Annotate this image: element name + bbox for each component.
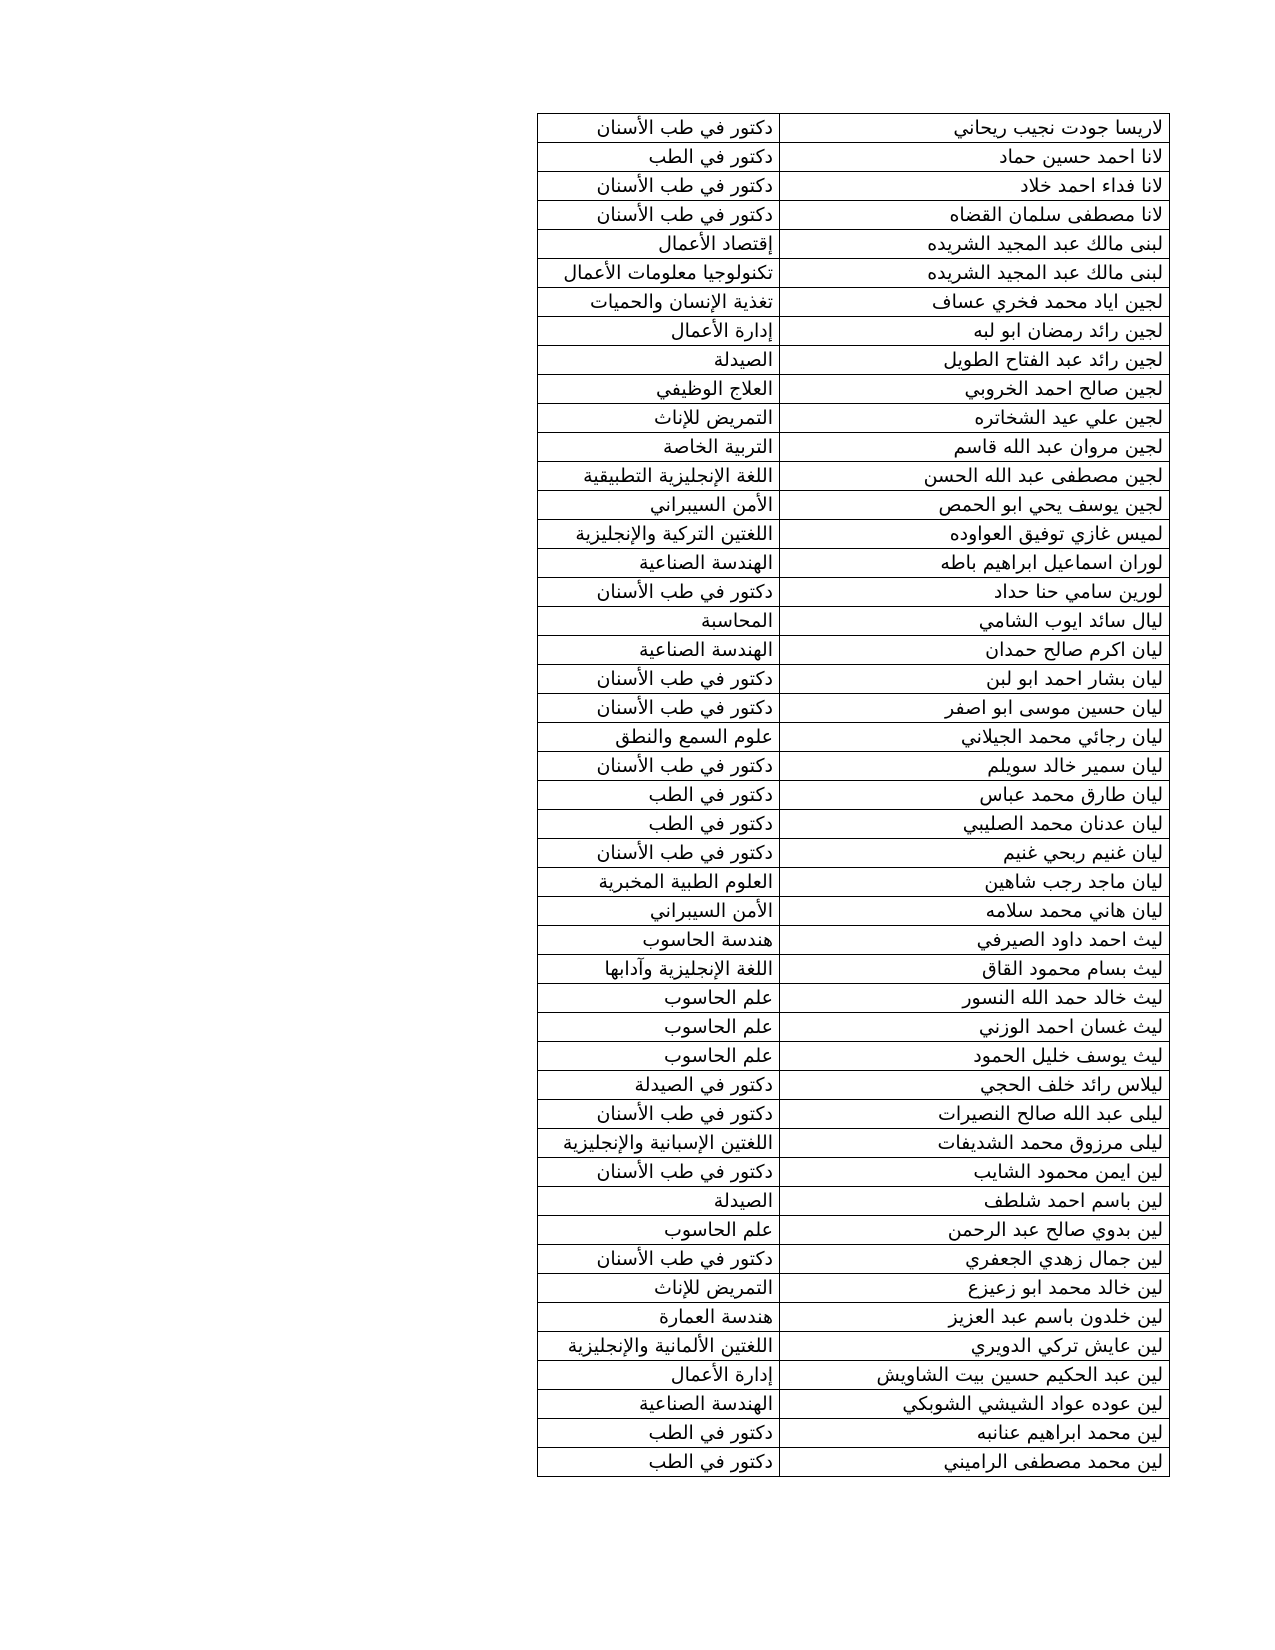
student-name-cell: لورين سامي حنا حداد: [780, 578, 1170, 607]
table-row: [538, 288, 1170, 317]
major-cell: اللغتين التركية والإنجليزية: [538, 520, 780, 549]
major-cell: علم الحاسوب: [538, 1042, 780, 1071]
major-cell: هندسة العمارة: [538, 1303, 780, 1332]
table-row: [538, 1390, 1170, 1419]
table-body: [538, 114, 1170, 1477]
table-row: [538, 1158, 1170, 1187]
major-cell: اللغتين الإسبانية والإنجليزية: [538, 1129, 780, 1158]
major-cell: دكتور في الطب: [538, 1419, 780, 1448]
table-row: [538, 1100, 1170, 1129]
table-row: [538, 955, 1170, 984]
major-cell: دكتور في طب الأسنان: [538, 578, 780, 607]
student-name-cell: ليان رجائي محمد الجيلاني: [780, 723, 1170, 752]
major-cell: إدارة الأعمال: [538, 1361, 780, 1390]
table-row: [538, 520, 1170, 549]
student-name-cell: لين باسم احمد شلطف: [780, 1187, 1170, 1216]
major-cell: الهندسة الصناعية: [538, 1390, 780, 1419]
table-row: [538, 259, 1170, 288]
student-name-cell: لجين صالح احمد الخروبي: [780, 375, 1170, 404]
major-cell: دكتور في طب الأسنان: [538, 1158, 780, 1187]
major-cell: دكتور في الطب: [538, 1448, 780, 1477]
student-name-cell: لجين رائد عبد الفتاح الطويل: [780, 346, 1170, 375]
major-cell: الهندسة الصناعية: [538, 636, 780, 665]
student-name-cell: لين محمد ابراهيم عنانبه: [780, 1419, 1170, 1448]
student-name-cell: ليلى مرزوق محمد الشديفات: [780, 1129, 1170, 1158]
major-cell: دكتور في طب الأسنان: [538, 1245, 780, 1274]
table-row: [538, 1129, 1170, 1158]
major-cell: المحاسبة: [538, 607, 780, 636]
major-cell: التمريض للإناث: [538, 1274, 780, 1303]
student-name-cell: لجين علي عيد الشخاتره: [780, 404, 1170, 433]
table-row: [538, 172, 1170, 201]
student-name-cell: ليث غسان احمد الوزني: [780, 1013, 1170, 1042]
student-name-cell: لين خلدون باسم عبد العزيز: [780, 1303, 1170, 1332]
student-name-cell: لجين رائد رمضان ابو لبه: [780, 317, 1170, 346]
major-cell: دكتور في الطب: [538, 781, 780, 810]
student-name-cell: ليان عدنان محمد الصليبي: [780, 810, 1170, 839]
major-cell: اللغتين الألمانية والإنجليزية: [538, 1332, 780, 1361]
table-row: [538, 375, 1170, 404]
student-name-cell: ليان غنيم ربحي غنيم: [780, 839, 1170, 868]
table-row: [538, 1013, 1170, 1042]
student-name-cell: ليلاس رائد خلف الحجي: [780, 1071, 1170, 1100]
student-name-cell: لين بدوي صالح عبد الرحمن: [780, 1216, 1170, 1245]
major-cell: إدارة الأعمال: [538, 317, 780, 346]
student-name-cell: لانا احمد حسين حماد: [780, 143, 1170, 172]
table-row: [538, 1419, 1170, 1448]
table-row: [538, 868, 1170, 897]
table-row: [538, 114, 1170, 143]
student-name-cell: لبنى مالك عبد المجيد الشريده: [780, 230, 1170, 259]
major-cell: تغذية الإنسان والحميات: [538, 288, 780, 317]
student-name-cell: ليان حسين موسى ابو اصفر: [780, 694, 1170, 723]
table-row: [538, 984, 1170, 1013]
student-name-cell: لانا مصطفى سلمان القضاه: [780, 201, 1170, 230]
major-cell: الأمن السيبراني: [538, 491, 780, 520]
table-row: [538, 1245, 1170, 1274]
table-row: [538, 1274, 1170, 1303]
major-cell: دكتور في طب الأسنان: [538, 1100, 780, 1129]
student-name-cell: ليان سمير خالد سويلم: [780, 752, 1170, 781]
major-cell: دكتور في طب الأسنان: [538, 172, 780, 201]
table-row: [538, 1332, 1170, 1361]
student-name-cell: ليث احمد داود الصيرفي: [780, 926, 1170, 955]
table-row: [538, 781, 1170, 810]
table-row: [538, 810, 1170, 839]
table-row: [538, 433, 1170, 462]
major-cell: علم الحاسوب: [538, 1013, 780, 1042]
student-name-cell: لجين مصطفى عبد الله الحسن: [780, 462, 1170, 491]
table-row: [538, 1187, 1170, 1216]
major-cell: دكتور في طب الأسنان: [538, 839, 780, 868]
student-name-cell: لانا فداء احمد خلاد: [780, 172, 1170, 201]
table-row: [538, 230, 1170, 259]
table-row: [538, 404, 1170, 433]
major-cell: دكتور في الطب: [538, 810, 780, 839]
student-majors-table: [537, 113, 1170, 1477]
student-name-cell: ليث يوسف خليل الحمود: [780, 1042, 1170, 1071]
student-name-cell: لين عبد الحكيم حسين بيت الشاويش: [780, 1361, 1170, 1390]
table-row: [538, 1448, 1170, 1477]
student-name-cell: لين جمال زهدي الجعفري: [780, 1245, 1170, 1274]
student-name-cell: لين محمد مصطفى الراميني: [780, 1448, 1170, 1477]
student-name-cell: ليان ماجد رجب شاهين: [780, 868, 1170, 897]
table-row: [538, 607, 1170, 636]
major-cell: اللغة الإنجليزية وآدابها: [538, 955, 780, 984]
student-name-cell: ليان بشار احمد ابو لبن: [780, 665, 1170, 694]
table-row: [538, 839, 1170, 868]
major-cell: علوم السمع والنطق: [538, 723, 780, 752]
table-row: [538, 1303, 1170, 1332]
major-cell: الصيدلة: [538, 346, 780, 375]
major-cell: العلاج الوظيفي: [538, 375, 780, 404]
student-name-cell: ليان هاني محمد سلامه: [780, 897, 1170, 926]
student-name-cell: لين عوده عواد الشيشي الشوبكي: [780, 1390, 1170, 1419]
student-name-cell: لين عايش تركي الدويري: [780, 1332, 1170, 1361]
major-cell: الأمن السيبراني: [538, 897, 780, 926]
table-row: [538, 317, 1170, 346]
student-name-cell: لميس غازي توفيق العواوده: [780, 520, 1170, 549]
major-cell: الصيدلة: [538, 1187, 780, 1216]
major-cell: علم الحاسوب: [538, 1216, 780, 1245]
table-row: [538, 1071, 1170, 1100]
student-name-cell: ليان اكرم صالح حمدان: [780, 636, 1170, 665]
major-cell: إقتصاد الأعمال: [538, 230, 780, 259]
major-cell: دكتور في الصيدلة: [538, 1071, 780, 1100]
table-row: [538, 897, 1170, 926]
major-cell: علم الحاسوب: [538, 984, 780, 1013]
table-row: [538, 1361, 1170, 1390]
student-name-cell: لبنى مالك عبد المجيد الشريده: [780, 259, 1170, 288]
student-name-cell: لين خالد محمد ابو زعيزع: [780, 1274, 1170, 1303]
major-cell: تكنولوجيا معلومات الأعمال: [538, 259, 780, 288]
student-name-cell: لين ايمن محمود الشايب: [780, 1158, 1170, 1187]
table-row: [538, 462, 1170, 491]
student-name-cell: ليال سائد ايوب الشامي: [780, 607, 1170, 636]
table-row: [538, 143, 1170, 172]
major-cell: التمريض للإناث: [538, 404, 780, 433]
table-row: [538, 1042, 1170, 1071]
student-name-cell: ليث بسام محمود القاق: [780, 955, 1170, 984]
table-row: [538, 665, 1170, 694]
student-name-cell: ليان طارق محمد عباس: [780, 781, 1170, 810]
major-cell: دكتور في طب الأسنان: [538, 114, 780, 143]
major-cell: الهندسة الصناعية: [538, 549, 780, 578]
major-cell: دكتور في طب الأسنان: [538, 201, 780, 230]
table-row: [538, 549, 1170, 578]
table-row: [538, 491, 1170, 520]
student-name-cell: ليلى عبد الله صالح النصيرات: [780, 1100, 1170, 1129]
major-cell: اللغة الإنجليزية التطبيقية: [538, 462, 780, 491]
table-row: [538, 578, 1170, 607]
major-cell: دكتور في طب الأسنان: [538, 752, 780, 781]
major-cell: دكتور في الطب: [538, 143, 780, 172]
table-row: [538, 752, 1170, 781]
table-row: [538, 201, 1170, 230]
student-name-cell: لجين اياد محمد فخري عساف: [780, 288, 1170, 317]
table-row: [538, 1216, 1170, 1245]
major-cell: هندسة الحاسوب: [538, 926, 780, 955]
student-name-cell: لاريسا جودت نجيب ريحاني: [780, 114, 1170, 143]
major-cell: دكتور في طب الأسنان: [538, 665, 780, 694]
major-cell: دكتور في طب الأسنان: [538, 694, 780, 723]
student-name-cell: لوران اسماعيل ابراهيم باطه: [780, 549, 1170, 578]
student-name-cell: لجين يوسف يحي ابو الحمص: [780, 491, 1170, 520]
table-row: [538, 694, 1170, 723]
table-row: [538, 346, 1170, 375]
major-cell: العلوم الطبية المخبرية: [538, 868, 780, 897]
table-row: [538, 636, 1170, 665]
table-row: [538, 723, 1170, 752]
major-cell: التربية الخاصة: [538, 433, 780, 462]
student-name-cell: لجين مروان عبد الله قاسم: [780, 433, 1170, 462]
table-row: [538, 926, 1170, 955]
student-name-cell: ليث خالد حمد الله النسور: [780, 984, 1170, 1013]
